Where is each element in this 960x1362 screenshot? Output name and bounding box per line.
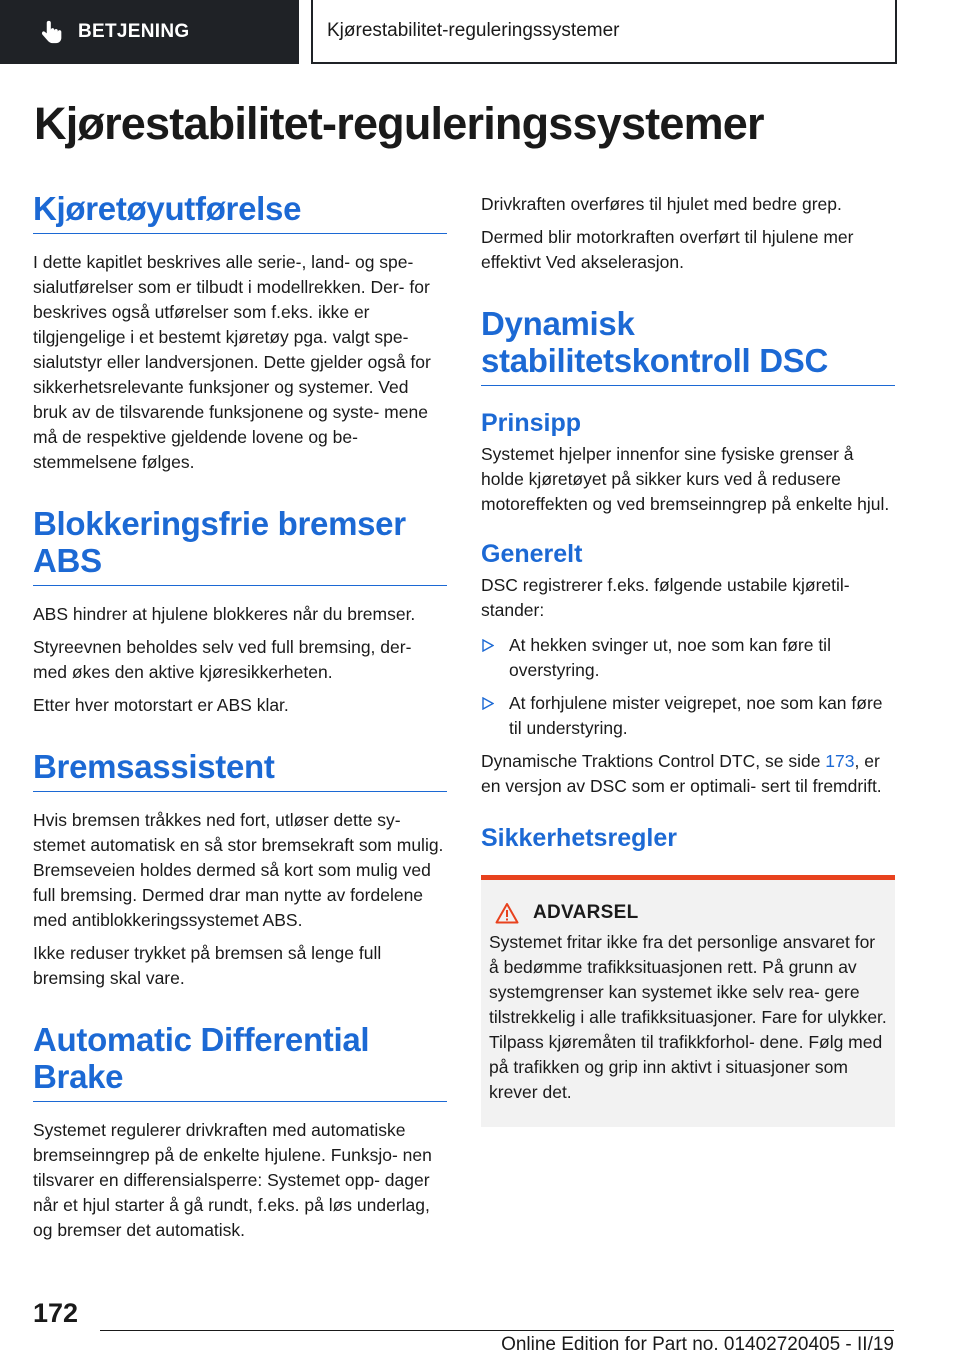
paragraph: Systemet regulerer drivkraften med automatiske bremseinngrep på de enkelte hjulene. Funksjo- nen tilsvarer en differensialsperre: Systemet opp- dager når et hjul starter å gå rundt, f.eks. på løs underlag, og bremser det automatisk. [33, 1120, 432, 1240]
page-link-173[interactable]: 173 [825, 751, 855, 771]
page-title-tab [311, 0, 897, 64]
heading-abs: Blokkeringsfrie bremser ABS [33, 505, 447, 586]
footer-divider [100, 1330, 894, 1331]
right-column [481, 192, 895, 1127]
heading-generelt: Generelt [481, 540, 583, 568]
left-column [33, 190, 447, 1243]
heading-adb: Automatic Differential Brake [33, 1021, 447, 1102]
main-title: Kjørestabilitet-reguleringssystemer [34, 98, 764, 149]
paragraph: Ikke reduser trykket på bremsen så lenge full bremsing skal vare. [33, 943, 382, 988]
list-item: At hekken svinger ut, noe som kan føre til overstyring. [481, 633, 895, 683]
heading-prinsipp: Prinsipp [481, 409, 582, 437]
paragraph: Dermed blir motorkraften overført til hjulene mer effektivt Ved akselerasjon. [481, 227, 854, 272]
footer-edition: Online Edition for Part no. 01402720405 - II/19 [501, 1334, 894, 1355]
triangle-bullet-icon [482, 639, 494, 652]
warning-text: Systemet fritar ikke fra det personlige ansvaret for å bedømme trafikksituasjonen rett. På grunn av systemgrenser kan systemet ikke selv rea- gere tilstrekkelig i alle trafikksituasjoner. Fare for ulykker. Tilpass kjøremåten til trafikkforhol- dene. Følg med på trafikken og grip inn aktivt i situasjoner som krever det. [489, 932, 887, 1102]
heading-kjoretoyutforelse: Kjøretøyutførelse [33, 190, 447, 234]
paragraph: DSC registrerer f.eks. følgende ustabile kjøretil- stander: [481, 575, 850, 620]
paragraph: Hvis bremsen tråkkes ned fort, utløser dette sy- stemet automatisk en så stor bremsekraft som mulig. Bremseveien holdes dermed så kort som mulig ved full bremsing. Dermed drar man nytte av fordelene med antiblokkeringssystemet ABS. [33, 810, 444, 930]
hand-pointer-icon [38, 18, 66, 46]
section-label: BETJENING [78, 21, 190, 42]
paragraph: Drivkraften overføres til hjulet med bedre grep. [481, 194, 842, 214]
paragraph: ABS hindrer at hjulene blokkeres når du bremser. [33, 604, 416, 624]
paragraph: I dette kapitlet beskrives alle serie-, land- og spe- sialutførelser som er tilbudt i modellrekken. Der- for beskrives også utførelser som f.eks. ikke er tilgjengelige i et bestemt kjøretøy pga. valgt spe- sialutstyr eller landversjonen. Dette gjelder også for sikkerhetsrelevante funksjoner og systemer. Ved bruk av de tilsvarende funksjonene og syste- mene må de respektive gjeldende lovene og be- stemmelsene følges. [33, 252, 431, 472]
warning-title-row [489, 902, 887, 924]
paragraph: Systemet hjelper innenfor sine fysiske grenser å holde kjøretøyet på sikker kurs ved å redusere motoreffekten og ved bremseinngrep på enkelte hjul. [481, 444, 890, 514]
warning-title: ADVARSEL [533, 902, 639, 923]
heading-bremsassistent: Bremsassistent [33, 748, 447, 792]
paragraph: Etter hver motorstart er ABS klar. [33, 695, 289, 715]
list-item: At forhjulene mister veigrepet, noe som kan føre til understyring. [481, 691, 895, 741]
triangle-bullet-icon [482, 697, 494, 710]
page-number: 172 [33, 1298, 79, 1328]
section-tab[interactable] [0, 0, 299, 64]
bullet-list [481, 633, 895, 741]
paragraph: Styreevnen beholdes selv ved full bremsing, der- med økes den aktive kjøresikkerheten. [33, 637, 412, 682]
warning-triangle-icon [495, 902, 519, 924]
heading-dsc: Dynamisk stabilitetskontroll DSC [481, 305, 895, 386]
heading-sikkerhetsregler: Sikkerhetsregler [481, 824, 677, 852]
paragraph-dtc: Dynamische Traktions Control DTC, se side 173, er en versjon av DSC som er optimali- sert til fremdrift. [481, 751, 882, 796]
header-page-title: Kjørestabilitet-reguleringssystemer [327, 20, 620, 41]
page-header [0, 0, 960, 68]
warning-box [481, 875, 895, 1127]
